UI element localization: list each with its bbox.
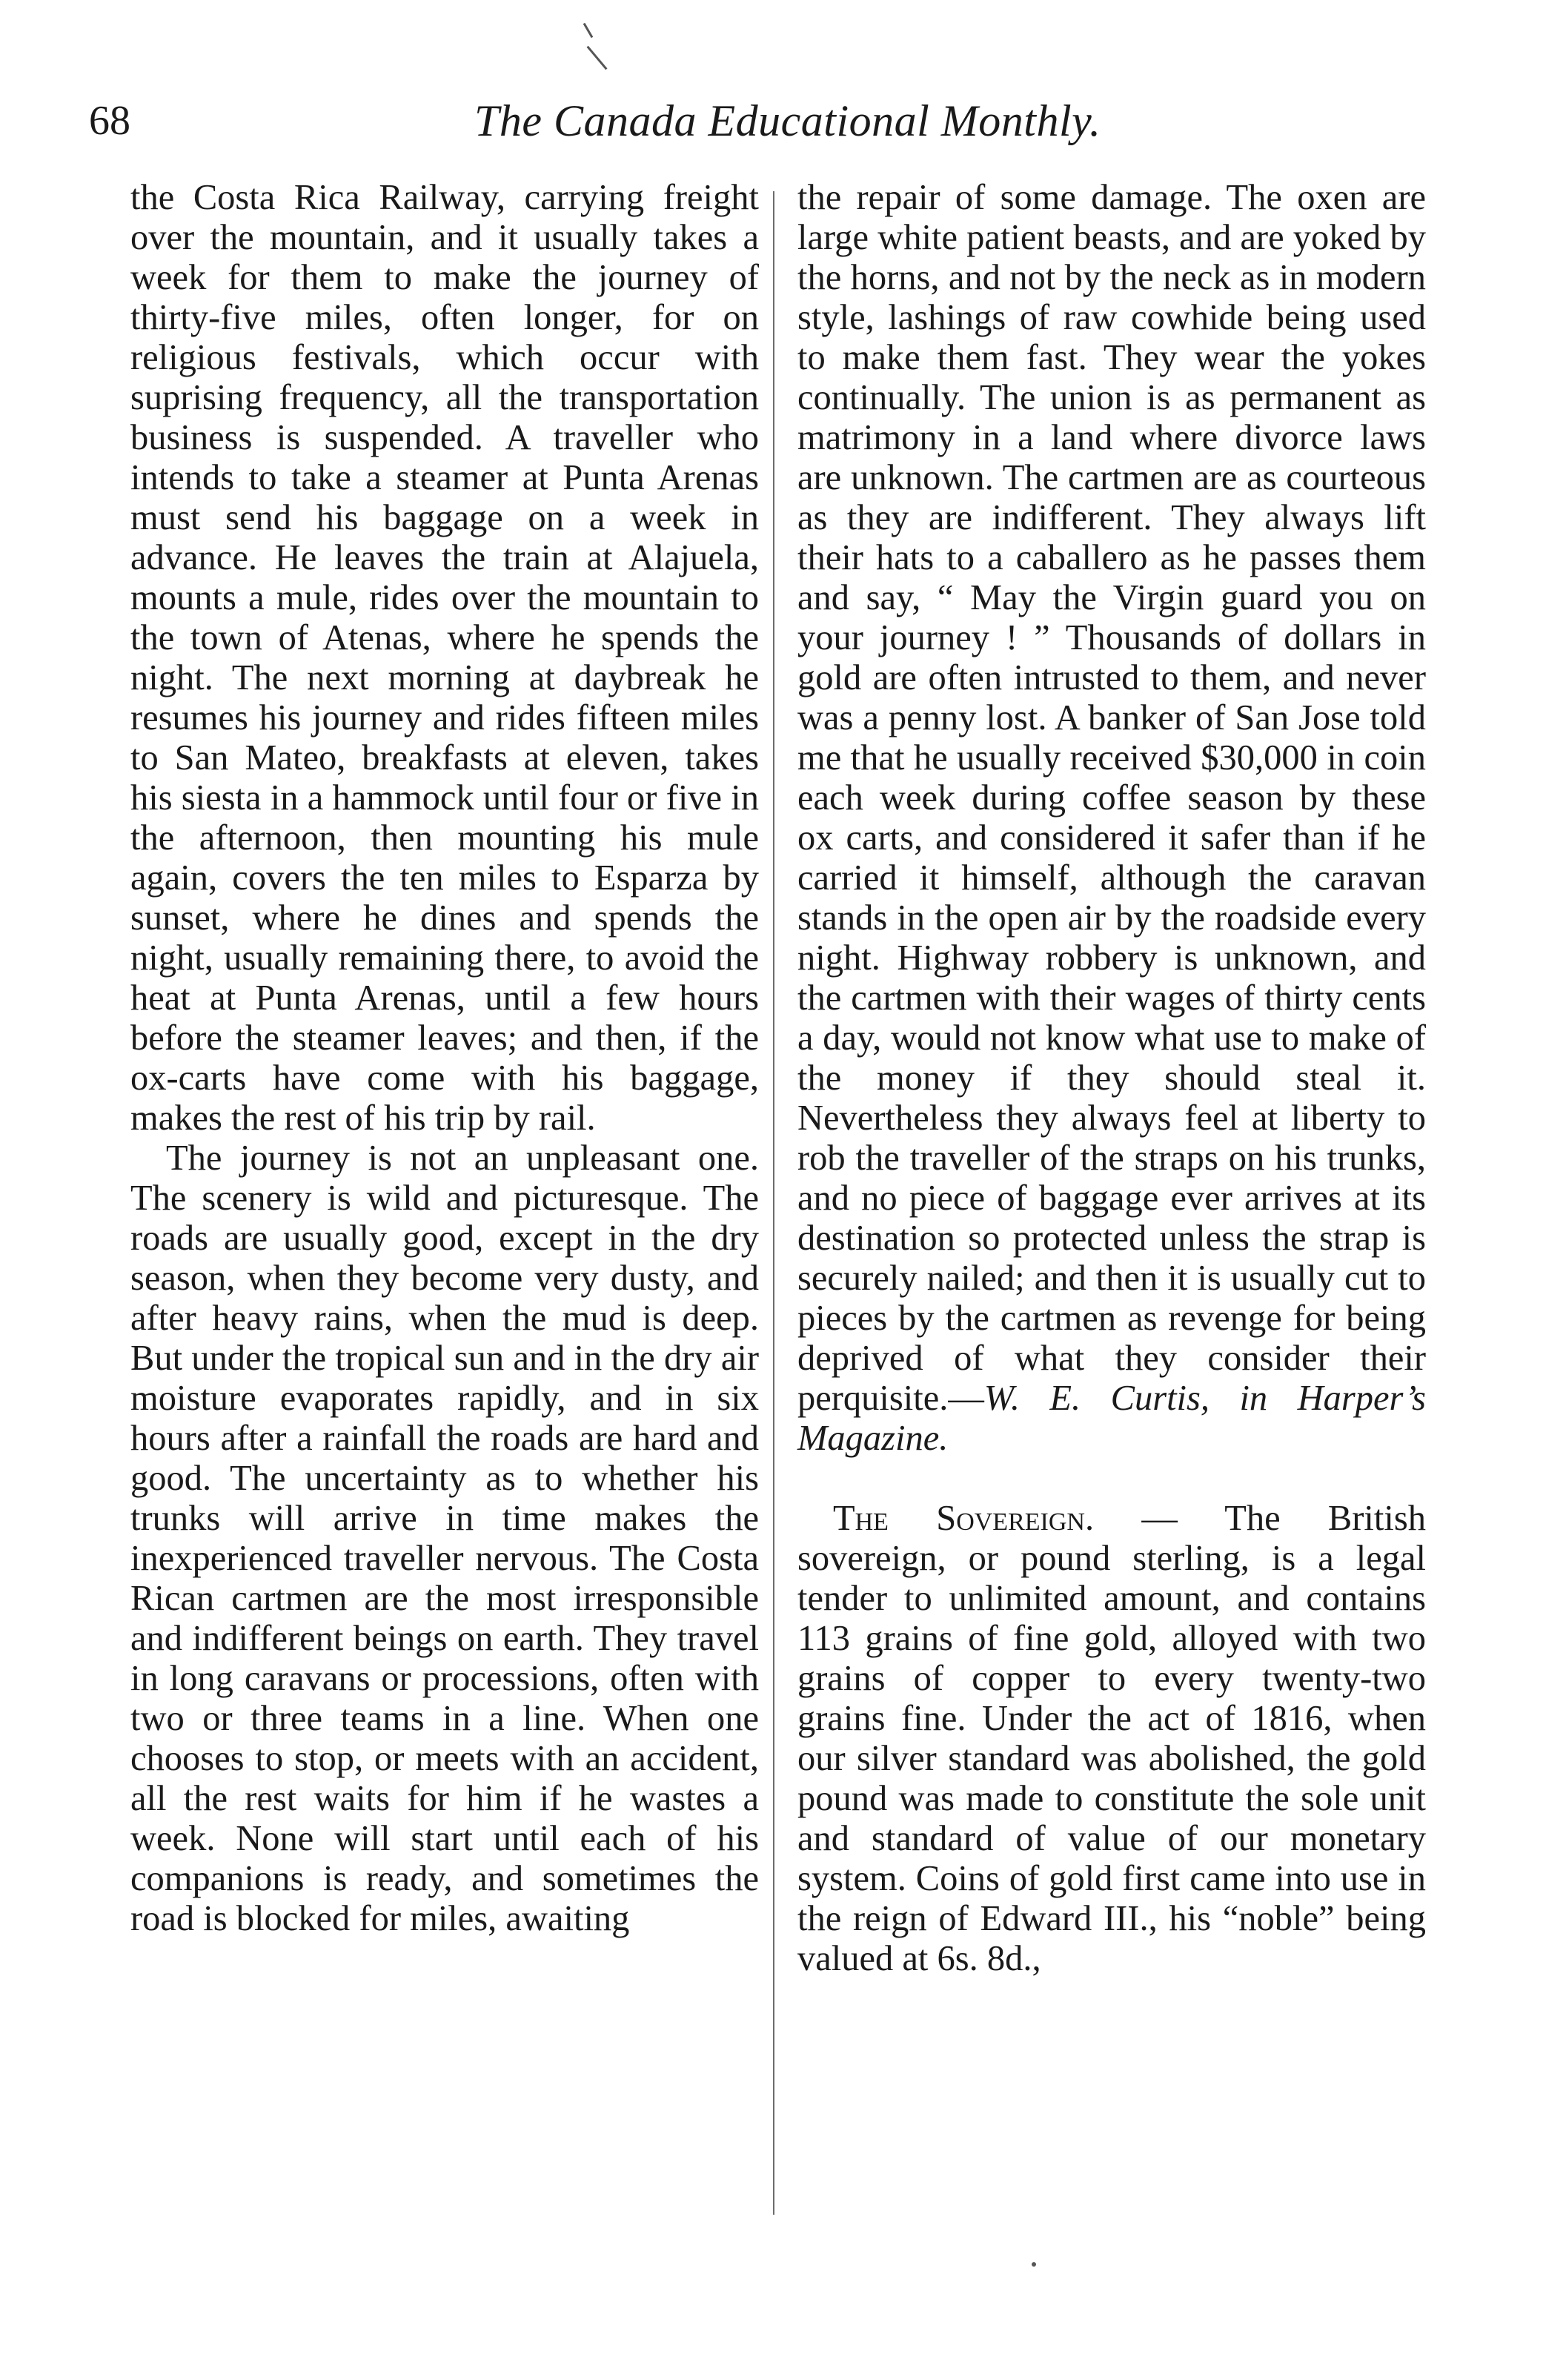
paragraph [797, 178, 1426, 1459]
paragraph: the Costa Rica Railway, carrying freight over the mountain, and it usually takes a week for them to make the journey of thirty-five miles, often longer, for on religious festivals, which occur with suprising frequency, all the transportation business is suspended. A traveller who intends to take a steamer at Punta Arenas must send his baggage on a week in advance. He leaves the train at Alajuela, mounts a mule, rides over the mountain to the town of Atenas, where he spends the night. The next morning at daybreak he resumes his journey and rides fifteen miles to San Mateo, breakfasts at eleven, takes his siesta in a hammock until four or five in the afternoon, then mounting his mule again, covers the ten miles to Esparza by sunset, where he dines and spends the night, usually remaining there, to avoid the heat at Punta Arenas, until a few hours before the steamer leaves; and then, if the ox-carts have come with his baggage, makes the rest of his trip by rail. [130, 178, 759, 1138]
section-heading: The Sovereign. [833, 1499, 1095, 1538]
paragraph-text: — The British sovereign, or pound sterling, is a legal tender to unlimited amount, and contains 113 grains of fine gold, alloyed with two grains of copper to every twenty-two grains fine. Under the act of 1816, when our silver standard was abolished, the gold pound was made to constitute the sole unit and standard of value of our monetary system. Coins of gold first came into use in the reign of Edward III., his “noble” being valued at 6s. 8d., [797, 1499, 1426, 1978]
left-column [130, 178, 759, 1939]
stray-mark [586, 46, 607, 70]
citation: W. E. Curtis, in Harper’s Magazine. [797, 1379, 1426, 1458]
paragraph: The journey is not an unpleasant one. The scenery is wild and picturesque. The roads are usually good, except in the dry season, when they become very dusty, and after heavy rains, when the mud is deep. But under the tropical sun and in the dry air moisture evaporates rapidly, and in six hours after a rainfall the roads are hard and good. The uncertainty as to whether his trunks will arrive in time makes the inexperienced traveller nervous. The Costa Rican cartmen are the most irresponsible and indifferent beings on earth. They travel in long caravans or processions, often with two or three teams in a line. When one chooses to stop, or meets with an accident, all the rest waits for him if he wastes a week. None will start until each of his companions is ready, and sometimes the road is blocked for miles, awaiting [130, 1138, 759, 1938]
running-title: The Canada Educational Monthly. [474, 96, 1101, 145]
paragraph-gap [797, 1459, 1426, 1499]
stray-mark [1032, 2262, 1036, 2267]
right-column [797, 178, 1426, 1979]
paragraph [797, 1499, 1426, 1979]
page-header [89, 87, 1453, 154]
page-number: 68 [89, 98, 130, 144]
paragraph-text: the repair of some damage. The oxen are large white patient beasts, and are yoked by the horns, and not by the neck as in modern style, lashings of raw cowhide being used to make them fast. They wear the yokes continually. The union is as permanent as matrimony in a land where divorce laws are unknown. The cartmen are as courteous as they are indifferent. They always lift their hats to a caballero as he passes them and say, “ May the Virgin guard you on your journey ! ” Thousands of dollars in gold are often intrusted to them, and never was a penny lost. A banker of San Jose told me that he usually received $30,000 in coin each week during coffee season by these ox carts, and considered it safer than if he carried it himself, although the caravan stands in the open air by the roadside every night. Highway robbery is unknown, and the cartmen with their wages of thirty cents a day, would not know what use to make of the money if they should steal it. Nevertheless they always feel at liberty to rob the traveller of the straps on his trunks, and no piece of baggage ever arrives at its destination so protected unless the strap is securely nailed; and then it is usually cut to pieces by the cartmen as revenge for being deprived of what they consider their perquisite.— [797, 178, 1426, 1418]
stray-mark [583, 23, 594, 39]
column-divider [773, 191, 774, 2215]
